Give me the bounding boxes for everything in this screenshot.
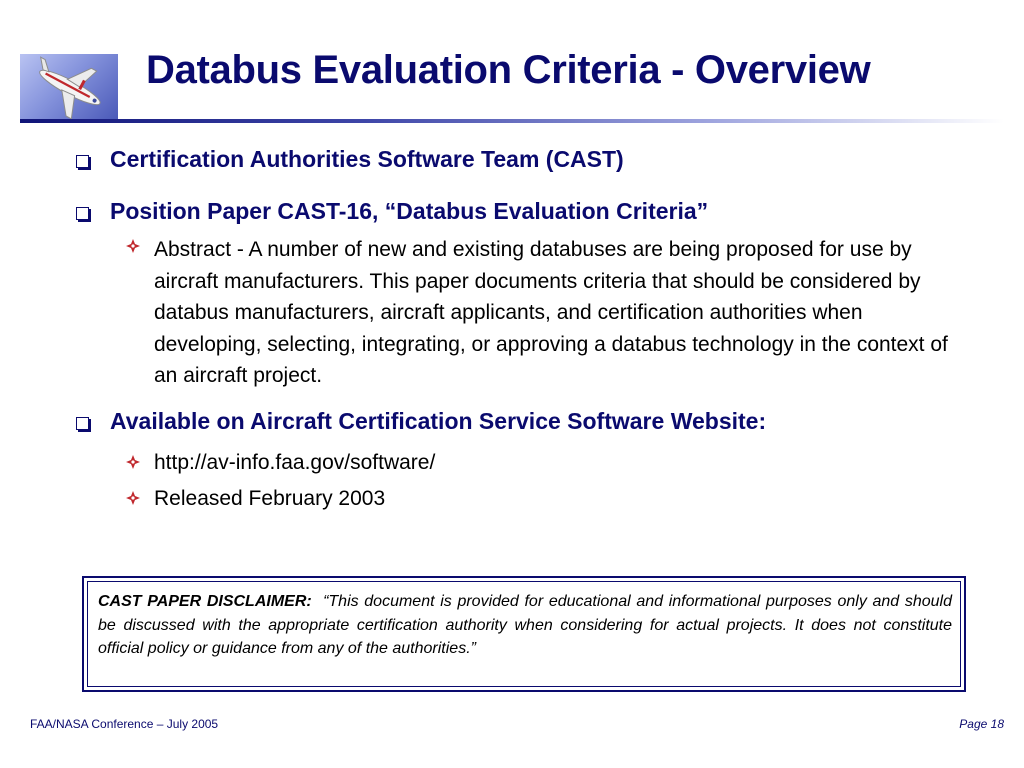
disclaimer-box bbox=[82, 576, 966, 692]
page-title: Databus Evaluation Criteria - Overview bbox=[146, 48, 871, 92]
diamond-bullet-icon bbox=[126, 239, 140, 253]
bullet-text: Certification Authorities Software Team (CAST) bbox=[110, 146, 624, 172]
title-divider bbox=[20, 119, 1004, 123]
release-date-text: Released February 2003 bbox=[154, 487, 386, 510]
abstract-text: Abstract - A number of new and existing databuses are being proposed for use by aircraft manufacturers. This paper documents criteria that should be considered by databus manufacturers, aircraft applicants, and certification authorities when developing, selecting, integrating, or approving a databus technology in the context of an aircraft project. bbox=[154, 238, 948, 387]
website-link[interactable]: http://av-info.faa.gov/software/ bbox=[154, 451, 436, 474]
diamond-bullet-icon bbox=[126, 455, 140, 469]
bullet-item bbox=[76, 198, 708, 225]
square-bullet-icon bbox=[76, 207, 89, 220]
square-bullet-icon bbox=[76, 417, 89, 430]
disclaimer-text: “This document is provided for educational and informational purposes only and should be discussed with the appropriate certification authority when considering for actual projects. It does not constitute official policy or guidance from any of the authorities.” bbox=[98, 593, 953, 657]
bullet-text: Position Paper CAST-16, “Databus Evaluation Criteria” bbox=[110, 198, 709, 224]
footer-page-number: Page 18 bbox=[959, 717, 1004, 731]
disclaimer-inner-box bbox=[87, 581, 961, 687]
footer-conference: FAA/NASA Conference – July 2005 bbox=[30, 717, 219, 731]
airplane-icon bbox=[20, 54, 118, 120]
bullet-item bbox=[76, 408, 766, 435]
sub-bullet-item bbox=[126, 234, 966, 392]
disclaimer-label: CAST PAPER DISCLAIMER: bbox=[98, 593, 312, 610]
square-bullet-icon bbox=[76, 155, 89, 168]
sub-bullet-item bbox=[126, 450, 435, 476]
bullet-text: Available on Aircraft Certification Service Software Website: bbox=[110, 408, 767, 434]
sub-bullet-item bbox=[126, 486, 385, 512]
diamond-bullet-icon bbox=[126, 491, 140, 505]
logo bbox=[20, 54, 118, 120]
bullet-item bbox=[76, 146, 624, 173]
